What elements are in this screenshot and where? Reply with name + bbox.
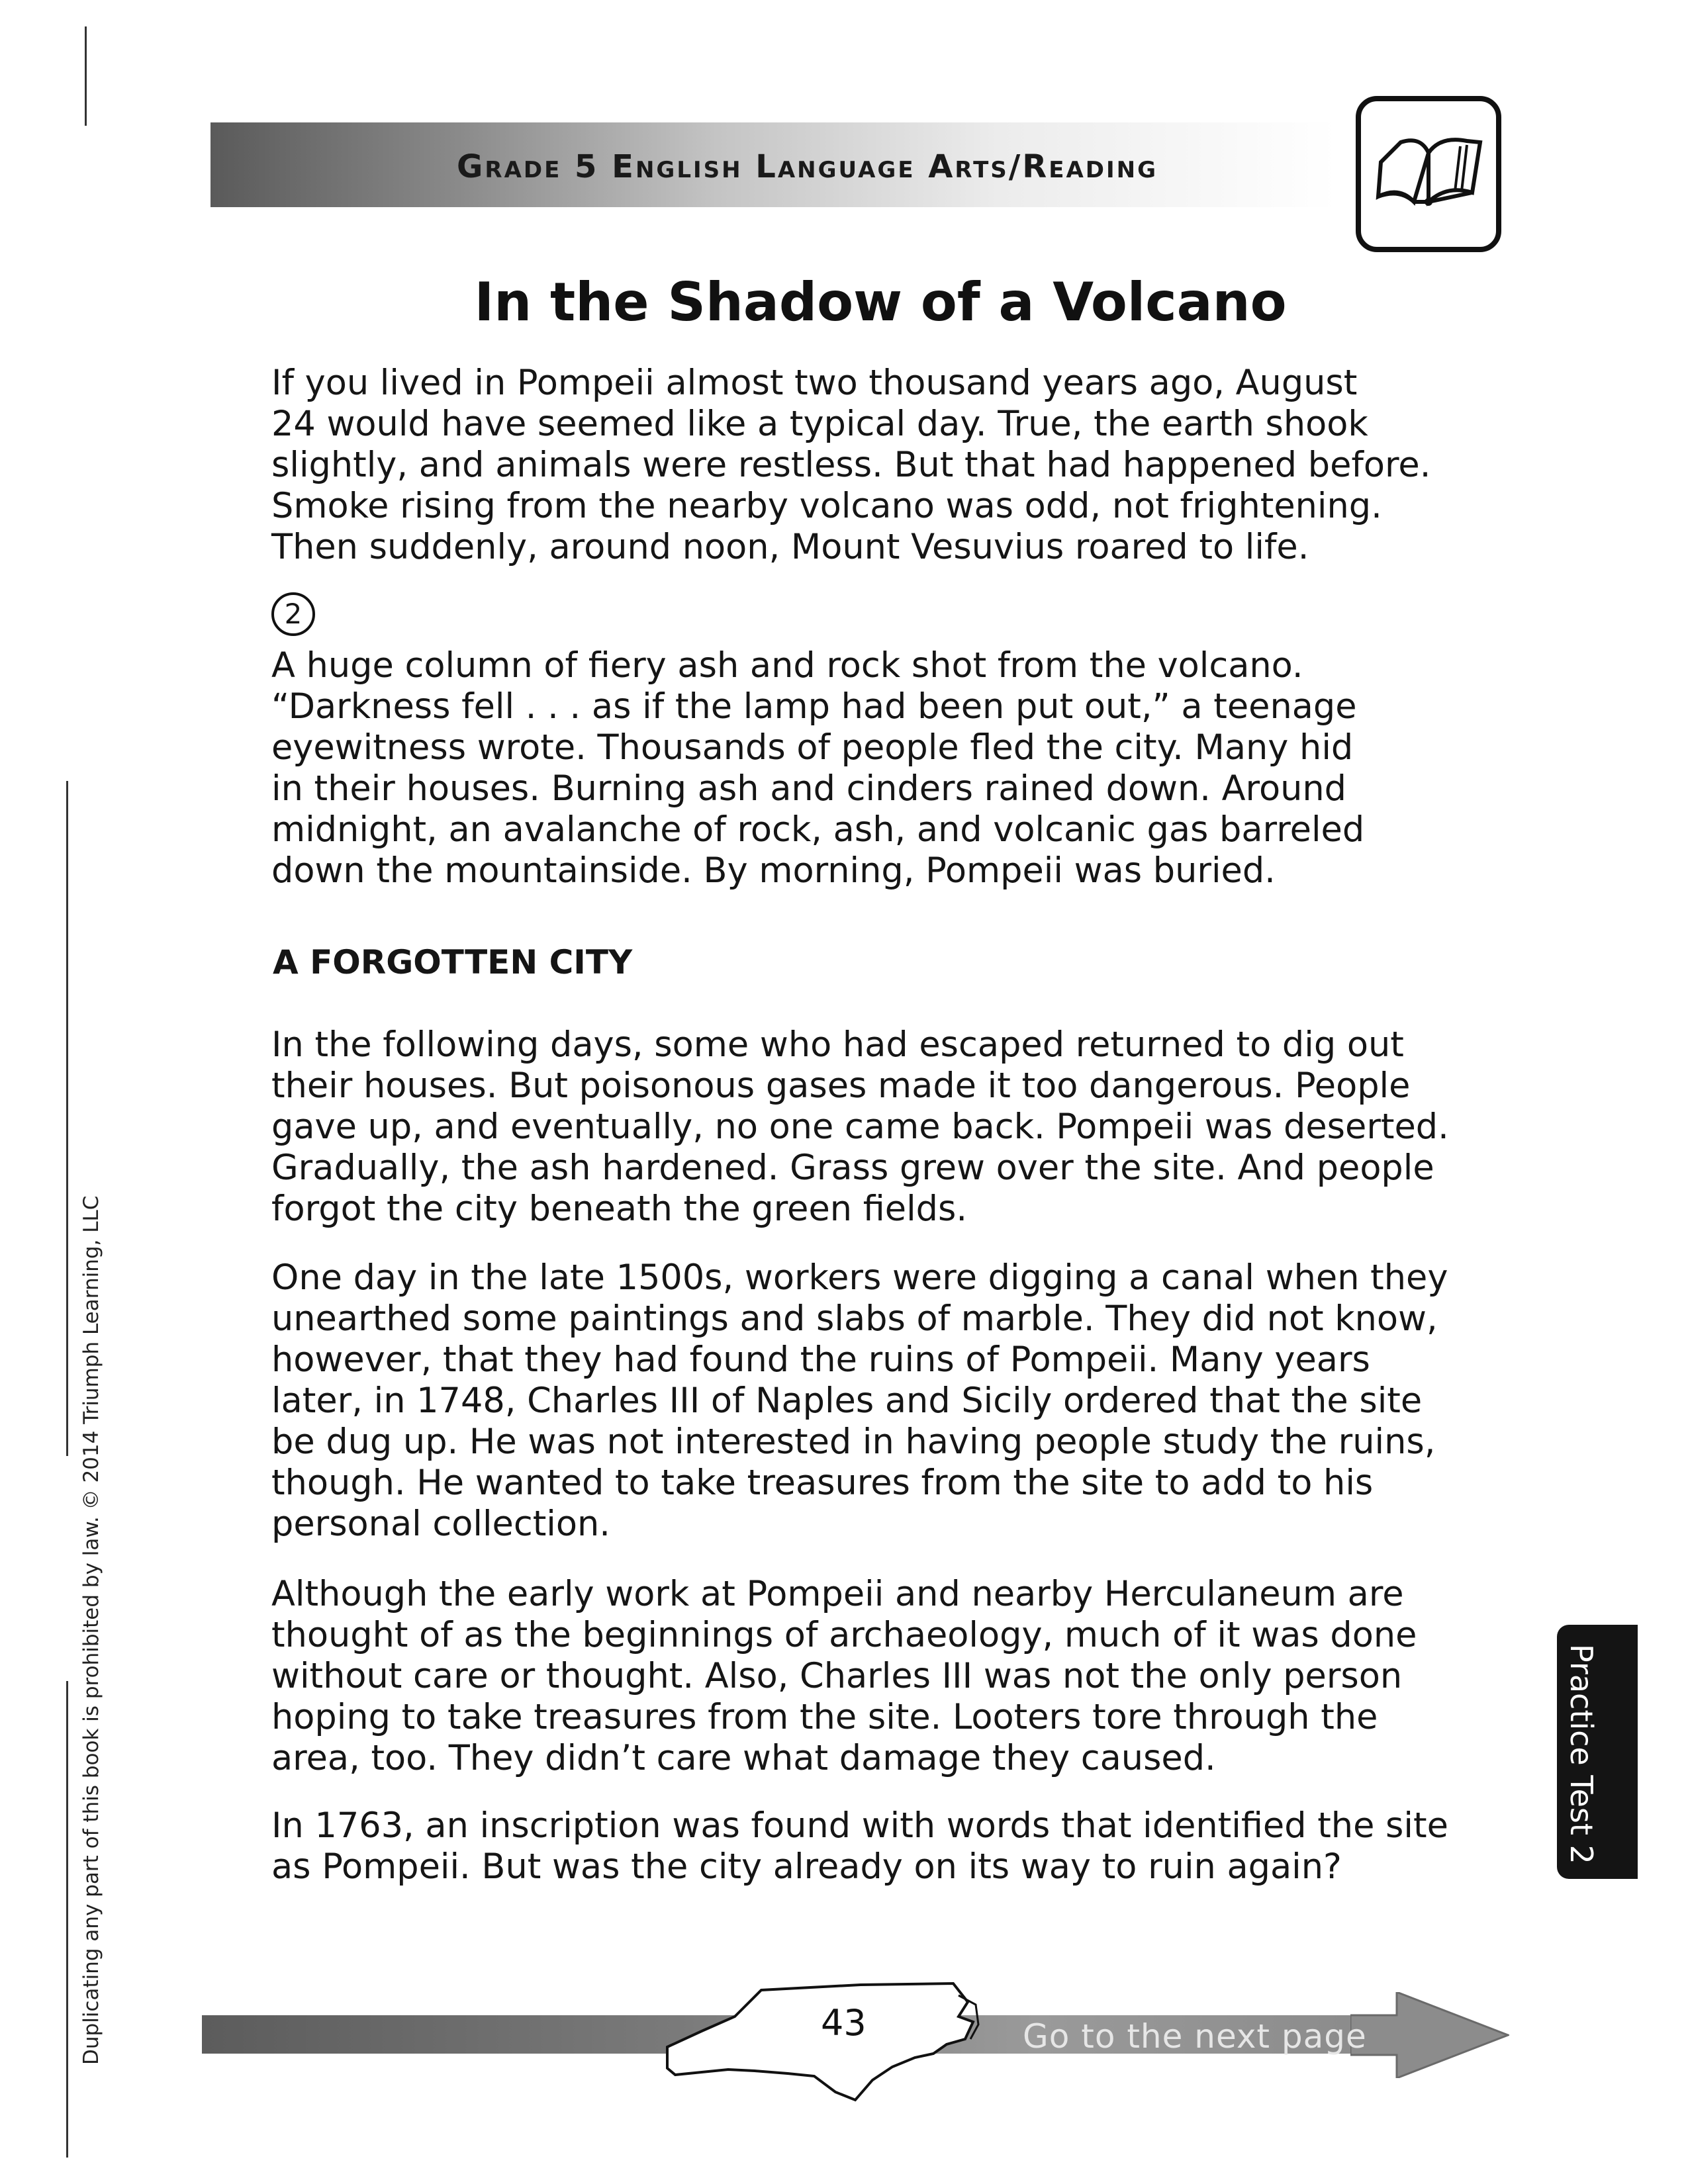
- arrow-right-icon: [1350, 1992, 1509, 2078]
- header-title: Grade 5 English Language Arts/Reading: [457, 148, 1158, 185]
- practice-test-label: Practice Test 2: [1564, 1644, 1599, 1864]
- book-icon-box: [1356, 96, 1501, 252]
- paragraph-4: [271, 1257, 1476, 1545]
- text-line: 24 would have seemed like a typical day. True, the earth shook: [271, 404, 1368, 444]
- copyright-notice: Duplicating any part of this book is prohibited by law. © 2014 Triumph Learning, LLC: [79, 1195, 103, 2065]
- paragraph-5: [271, 1574, 1476, 1779]
- open-book-icon: [1374, 136, 1484, 215]
- text-line: gave up, and eventually, no one came back. Pompeii was deserted.: [271, 1107, 1449, 1147]
- text-line: eyewitness wrote. Thousands of people fled the city. Many hid: [271, 727, 1354, 768]
- text-line: be dug up. He was not interested in having people study the ruins,: [271, 1422, 1436, 1462]
- section-heading: A FORGOTTEN CITY: [273, 943, 633, 981]
- paragraph-3: [271, 1024, 1476, 1230]
- text-line: their houses. But poisonous gases made it too dangerous. People: [271, 1066, 1411, 1106]
- text-line: Although the early work at Pompeii and nearby Herculaneum are: [271, 1574, 1404, 1614]
- text-line: unearthed some paintings and slabs of marble. They did not know,: [271, 1298, 1438, 1339]
- go-to-next-page-label: Go to the next page: [1023, 2017, 1367, 2056]
- text-line: forgot the city beneath the green fields.: [271, 1189, 968, 1229]
- text-line: In the following days, some who had escaped returned to dig out: [271, 1024, 1404, 1065]
- text-line: thought of as the beginnings of archaeology, much of it was done: [271, 1615, 1417, 1655]
- text-line: Then suddenly, around noon, Mount Vesuvius roared to life.: [271, 527, 1309, 567]
- text-line: One day in the late 1500s, workers were digging a canal when they: [271, 1257, 1448, 1298]
- text-line: midnight, an avalanche of rock, ash, and volcanic gas barreled: [271, 809, 1365, 850]
- text-line: without care or thought. Also, Charles III was not the only person: [271, 1656, 1403, 1696]
- text-line: down the mountainside. By morning, Pompeii was buried.: [271, 850, 1276, 891]
- text-line: in their houses. Burning ash and cinders rained down. Around: [271, 768, 1346, 809]
- text-line: In 1763, an inscription was found with words that identified the site: [271, 1805, 1448, 1846]
- text-line: as Pompeii. But was the city already on its way to ruin again?: [271, 1846, 1342, 1887]
- text-line: “Darkness fell . . . as if the lamp had been put out,” a teenage: [271, 686, 1357, 727]
- text-line: area, too. They didn’t care what damage they caused.: [271, 1738, 1216, 1778]
- text-line: hoping to take treasures from the site. Looters tore through the: [271, 1697, 1378, 1737]
- text-line: If you lived in Pompeii almost two thousand years ago, August: [271, 363, 1358, 403]
- text-line: A huge column of fiery ash and rock shot from the volcano.: [271, 645, 1303, 686]
- text-line: personal collection.: [271, 1504, 610, 1544]
- text-line: though. He wanted to take treasures from the site to add to his: [271, 1463, 1374, 1503]
- paragraph-number: 2: [271, 592, 315, 636]
- text-line: Smoke rising from the nearby volcano was odd, not frightening.: [271, 486, 1382, 526]
- page-number: 43: [821, 2002, 867, 2044]
- text-line: however, that they had found the ruins of Pompeii. Many years: [271, 1340, 1370, 1380]
- paragraph-6: [271, 1805, 1476, 1888]
- paragraph-1: [271, 363, 1476, 568]
- margin-line: [85, 26, 87, 126]
- margin-line: [66, 1681, 68, 2158]
- margin-line: [66, 781, 68, 1456]
- text-line: later, in 1748, Charles III of Naples and Sicily ordered that the site: [271, 1381, 1423, 1421]
- page-title: In the Shadow of a Volcano: [474, 271, 1287, 333]
- text-line: Gradually, the ash hardened. Grass grew over the site. And people: [271, 1148, 1434, 1188]
- text-line: slightly, and animals were restless. But that had happened before.: [271, 445, 1431, 485]
- paragraph-2: [271, 645, 1476, 891]
